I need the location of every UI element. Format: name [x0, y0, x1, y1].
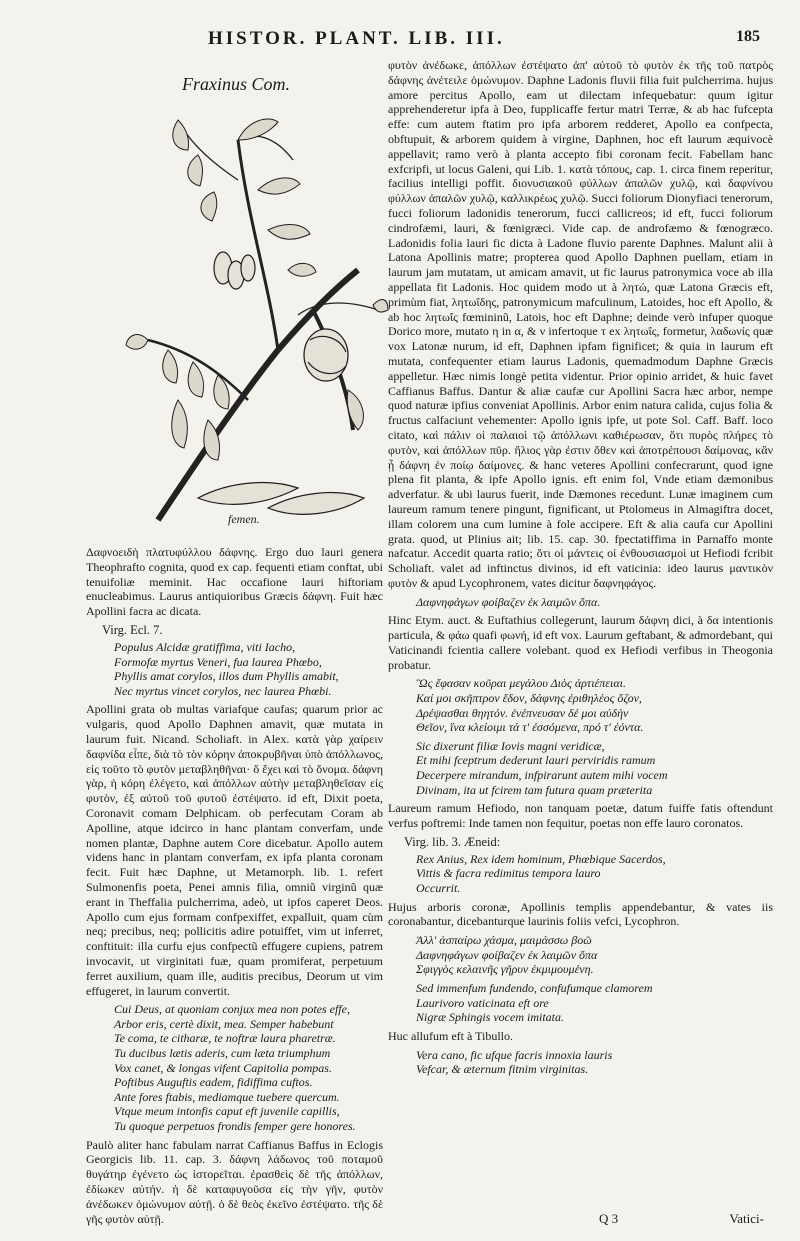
verse-line: Vera cano, fic ufque facris innoxia lauris [416, 1047, 613, 1062]
verse-line: Δαφνηφάγων φοίβαζεν ἐκ λαιμῶν ὄπα. [416, 594, 601, 609]
page-footer [504, 1211, 764, 1229]
right-greek-verse-2 [388, 933, 773, 977]
right-paragraph-3: Laureum ramum Hefiodo, non tanquam poetæ, datum fuiffe fatis oftendunt verfus poftremi: Inde tamen non fequitur, poetas non effe lauro coronatos. [388, 801, 773, 831]
verse-line: Vittis & facra redimitus tempora lauro [416, 866, 601, 881]
verse-line: Rex Anius, Rex idem hominum, Phœbique Sacerdos, [416, 851, 666, 866]
verse-line: Δαφνηφάγων φοίβαζεν ἐκ λαιμῶν ὄπα [416, 947, 598, 962]
verse-line: Tu ducibus lætis aderis, cum læta triumphum [114, 1046, 331, 1061]
verse-line: Δρέψασθαι θηητόν. ἐνέπνευσαν δέ μοι αὐδὴν [416, 705, 629, 720]
right-paragraph-1: φυτὸν ἀνέδωκε, ἀπόλλων ἐστέψατο ἀπ' αὐτοῦ τὸ φυτὸν ἐκ τῆς τοῦ πατρὸς δάφνης ἀνέτειλε ὁμώνυμον. Daphne Ladonis fluvii filia fuit pulcherrima. hujus amore percitus Apollo, eam ut dilectam infequebatur: quum igitur apprehenderetur ipfa à Deo, fupplicaffe fertur matri Terræ, & ab hac fufcepta effe: cum autem ftatim pro ipfa arborem redderet, Apollo ea confpecta, obftupuit, & arborem quidem à virgine, Daphnen, hoc eft laurum æquivocè appellavit; ramo verò à planta accepto fibi coronam fecit. Fabellam hanc exfcripfi, ut locus Galeni, qui Lib. 1. κατὰ τόπους, cap. 1. circa finem reperitur, facilius intelligi poffit. διονυσιακοῦ φύλλων ἁπαλῶν χυλῷ, καὶ δαφνίνου φύλλων ἁπαλῶν χυλῷ, καλλικρέως χυλῷ. Succi foliorum Dionyfiaci tenerorum, fucci foliorum ladonidis tenerorum, fucci callicreos; id eft, fucci foliorum cindrofæmi, lauri, & fœnigræci. Vide cap. de androfæmo & fœnogræco. Ladonidis folia lauri fic dicta à Ladone fluvio parente Daphnes. Malunt alii à Latona Apollinis matre; propterea quod Apollo Daphnen puellam, etiam in laurum jam mutatam, ut amicam amavit, ut fic laurus patronymica voce ab illa appellata fit Ladonis. Hoc quidem modo ut à λητώ, quæ Latona Græcis eft, primùm fiat, λητωΐδης, patronymicum mafculinum, Latoides, hoc eft Apollo, & ab hoc λητωΐς fœmininũ, Latois, hoc eft Daphne; deinde verò infuper quoque Dorico more, mutato η in α, & ν infertoque τ ex λητωΐς, formetur, λαδωνίς quæ vox Latonæ nurum, id eft, Daphnen ipfam fignificet; & quia in laurum eft mutata, confequenter etiam laurus Ladonis, quemadmodum Daphne Græcis appelletur. Hæc nimis longè petita videntur. Prior opinio arridet, & huic favet Caffianus Baffus. Dantur & aliæ caufæ cur Apollini Sacra hæc arbor, nempe quod naturæ ipfius conveniat Apollinis. Arbor enim natura calida, cujus folia & fructus calfaciunt vehementer: Apollo ignis ipfe, ut pote Sol. Caff. Baff. loco citato, καὶ πάλιν οἱ παλαιοὶ τῷ ἀπόλλωνι καθιέρωσαν, ὅτι πυρὸς πλήρες τὸ φυτὸν, καὶ ἀπόλλων πῦρ. ἥλιος γὰρ ἐστιν ὅθεν καὶ ἀποτρέπουσι δαίμονας, κἂν ᾖ δάφνη ἐν ποίῳ δαίμονες. & hanc veteres Apollini confecrarunt, quod igne plena fit planta, & ipfe Apollo ignis. eft enim fol, Vnde etiam dæmonibus adverfatur. & ubi laurus fuerit, inde Dæmones recedunt. Lunæ imaginem cum laureum ramum tenere pingunt, fignificant, ut Ptolomeus in Almagiftra docet, illam colorem una cum lumine à fole accipere. Eft & alia caufa cur Apollini grata. quod, ut Plinius ait; lib. 15. cap. 30. fpectatiffima in Parnaffo monte nafcatur. Accedit quarta ratio; ὅτι οἱ μάντεις οἱ ἐνθουσιασμοὶ ut Hefiodi fcribit Scholiaft. valet ad inftinctus divinos, id eft vaticinia: ideo laurus μαντικὸν φυτὸν & apud Lycophronem, vates dicitur δαφνηφάγος. [388, 58, 773, 590]
right-verse-3 [388, 981, 773, 1025]
left-verse-1 [86, 640, 383, 698]
verse-line: Formofæ myrtus Veneri, fua laurea Phœbo, [114, 654, 322, 669]
verse-line: Sic dixerunt filiæ Iovis magni veridicæ, [416, 738, 605, 753]
fraxinus-illustration [118, 100, 390, 530]
left-paragraph-2: Apollini grata ob multas variafque caufas; quarum prior ac vulgaris, quod Apollo Daphnen amavit, quæ mutata in laurum fuit. Nicand. Scholiaft. in Alex. κατὰ γὰρ χαίρειν δαφνίδα εἶπε, διὰ τὸ τὸν κόρην ἀποκρυβῆναι ὑπὸ ἀπόλλωνος, εἰς τοῦτο τὸ φυτὸν μεταβληθῆναι· ὅ ἔχει καὶ τὸ ὄνομα. δάφνη γὰρ, ἡ κόρη ἐλέγετο, καὶ ἀπόλλων αὐτὴν μεταβληθεῖσαν εἰς φυτὸν, ἐξ αὐτοῦ τοῦ φυτοῦ ἐστέψατο. id eft, Dixit poeta, Coronavit comam Delphicam. ob perfecutam Coram ab Apolline, atque idcirco in hanc plantam converfam, unde nomen plantæ, Daphne autem Core dicebatur. Apollo autem videns hanc in plantam converfam, ex ipfa planta coronam fecit. Fuit hæc Daphne, ut Metamorph. lib. 1. refert Sulmonenfis poeta, Penei amnis filia, omniũ virginũ quæ erant in Theffalia pulcherrima, adeò, ut ipfos caperet Deos. Apollo cum ejus formam confpexiffet, expalluit, quam cùm neq; precibus, neq; pollicitis adire potuiffet, vim ut inferret, conftituit: illa curfu ejus confpectũ effugere cupiens, patrem invocavit, ut virginitati fuæ, quam promiferat, perpetuum ferret auxilium, quam ille, auditis precibus, Deorum ut vim effugeret, in laurum convertit. [86, 702, 383, 998]
running-title: HISTOR. PLANT. LIB. III. [208, 28, 505, 49]
verse-line: Decerpere mirandum, infpirarunt autem mihi vocem [416, 768, 668, 783]
verse-line: Vtque meum intonfis caput eft juvenile capillis, [114, 1104, 340, 1119]
verse-line: Te coma, te citharæ, te noftræ laura pharetræ. [114, 1031, 336, 1046]
verse-line: Phyllis amat corylos, illos dum Phyllis amabit, [114, 669, 339, 684]
verse-line: Vefcar, & æternum fitnim virginitas. [416, 1062, 589, 1077]
verse-line: Divinam, ita ut fcirem tam futura quam præterita [416, 782, 653, 797]
verse-line: Arbor eris, certè dixit, mea. Semper habebunt [114, 1016, 334, 1031]
figure-caption: femen. [228, 512, 260, 526]
verse-line: Θεῖον, ἵνα κλείοιμι τά τ' ἐσσόμενα, πρό τ' ἐόντα. [416, 720, 644, 735]
verse-line: Vox canet, & longas vifent Capitolia pompas. [114, 1060, 332, 1075]
verse-line: Καί μοι σκῆπτρον ἔδον, δάφνης ἐριθηλέος ὄζον, [416, 691, 642, 706]
verse-line: Nec myrtus vincet corylos, nec laurea Phœbi. [114, 683, 332, 698]
right-verse-2 [388, 852, 773, 896]
verse-line: Laurivoro vaticinata eft ore [416, 995, 549, 1010]
left-citation-1: Virg. Ecl. 7. [102, 622, 163, 637]
left-paragraph-3: Paulò aliter hanc fabulam narrat Caffianus Baffus in Eclogis Georgicis lib. 11. cap. 3. δάφνη λάδωνος τοῦ ποταμοῦ θυγάτηρ ἐγένετο ὡς ἱστορεῖται. ἐρασθεὶς δὲ τῆς ἀπόλλων, ἐδίωκεν αὐτήν. ἡ δὲ καταφυγοῦσα εἰς τὴν γῆν, φυτὸν ἀνέδωκεν ὁμώνυμον αὐτῇ. ὁ δὲ θεὸς ἐκεῖνο ἐστέψατο. τῆς δὲ γῆς φυτὸν αὐτῇ. [86, 1137, 383, 1226]
verse-line: Sed immenfum fundendo, confufumque clamorem [416, 980, 653, 995]
verse-line: Tu quoque perpetuos frondis femper gere honores. [114, 1119, 356, 1134]
verse-line: Ἀλλ' ἀσπαίρω χάσμα, μαιμάσσω βοῶ [416, 933, 592, 948]
right-verse-4 [388, 1048, 773, 1077]
left-column-lower [86, 545, 383, 1230]
right-paragraph-5: Huc allufum eft à Tibullo. [388, 1028, 513, 1043]
verse-line: Poftibus Auguftis eadem, fidiffima cuftos. [114, 1075, 313, 1090]
right-citation-1: Virg. lib. 3. Æneid: [404, 834, 501, 849]
verse-line: Occurrit. [416, 881, 461, 895]
verse-line: Ὣς ἔφασαν κοῦραι μεγάλου Διὸς ἀρτιέπειαι. [416, 676, 626, 691]
verse-line: Et mihi fceptrum dederunt lauri perviridis ramum [416, 753, 656, 768]
verse-line: Ante fores ftabis, mediamque tuebere quercum. [114, 1089, 340, 1104]
right-greek-verse [388, 676, 773, 734]
left-paragraph-1: Δαφνοειδὴ πλατυφύλλου δάφνης. Ergo duo lauri genera Theophrafto cognita, quod ex cap. fequenti etiam conftat, ubi tenuifoliæ meminit. Hac occafione lauri hiftoriam enucleabimus. Laurus antiquioribus Græcis δάφνη. Fuit hæc Apollini facra ac dicata. [86, 545, 383, 619]
right-greek-line [388, 595, 773, 610]
right-verse-1 [388, 739, 773, 797]
catchword: Vatici- [729, 1211, 764, 1226]
right-column [388, 58, 773, 1081]
signature-mark: Q 3 [599, 1211, 619, 1226]
verse-line: Populus Alcidæ gratiffima, viti Iacho, [114, 639, 296, 654]
verse-line: Nigræ Sphingis vocem imitata. [416, 1010, 564, 1025]
page-number: 185 [736, 28, 760, 45]
right-paragraph-2: Hinc Etym. auct. & Euftathius collegerunt, laurum δάφνη dici, à δα intentionis particula, & φάω quafi φωνή, id eft vox. Laurum geftabant, & admordebant, qui Vaticinandi fcientia callere volebant. quod ex Hefiodi verfibus in Theogonia probatur. [388, 613, 773, 672]
verse-line: Cui Deus, at quoniam conjux mea non potes effe, [114, 1002, 350, 1017]
verse-line: Σφιγγὸς κελαινῆς γῆρυν ἐκμιμουμένη. [416, 962, 594, 977]
running-header [200, 28, 760, 54]
right-paragraph-4: Hujus arboris coronæ, Apollinis templis appendebantur, & vates iis coronabantur, dicebanturque laurinis foliis vefci, Lycophron. [388, 899, 773, 929]
left-verse-2 [86, 1002, 383, 1133]
figure-title: Fraxinus Com. [182, 74, 290, 94]
